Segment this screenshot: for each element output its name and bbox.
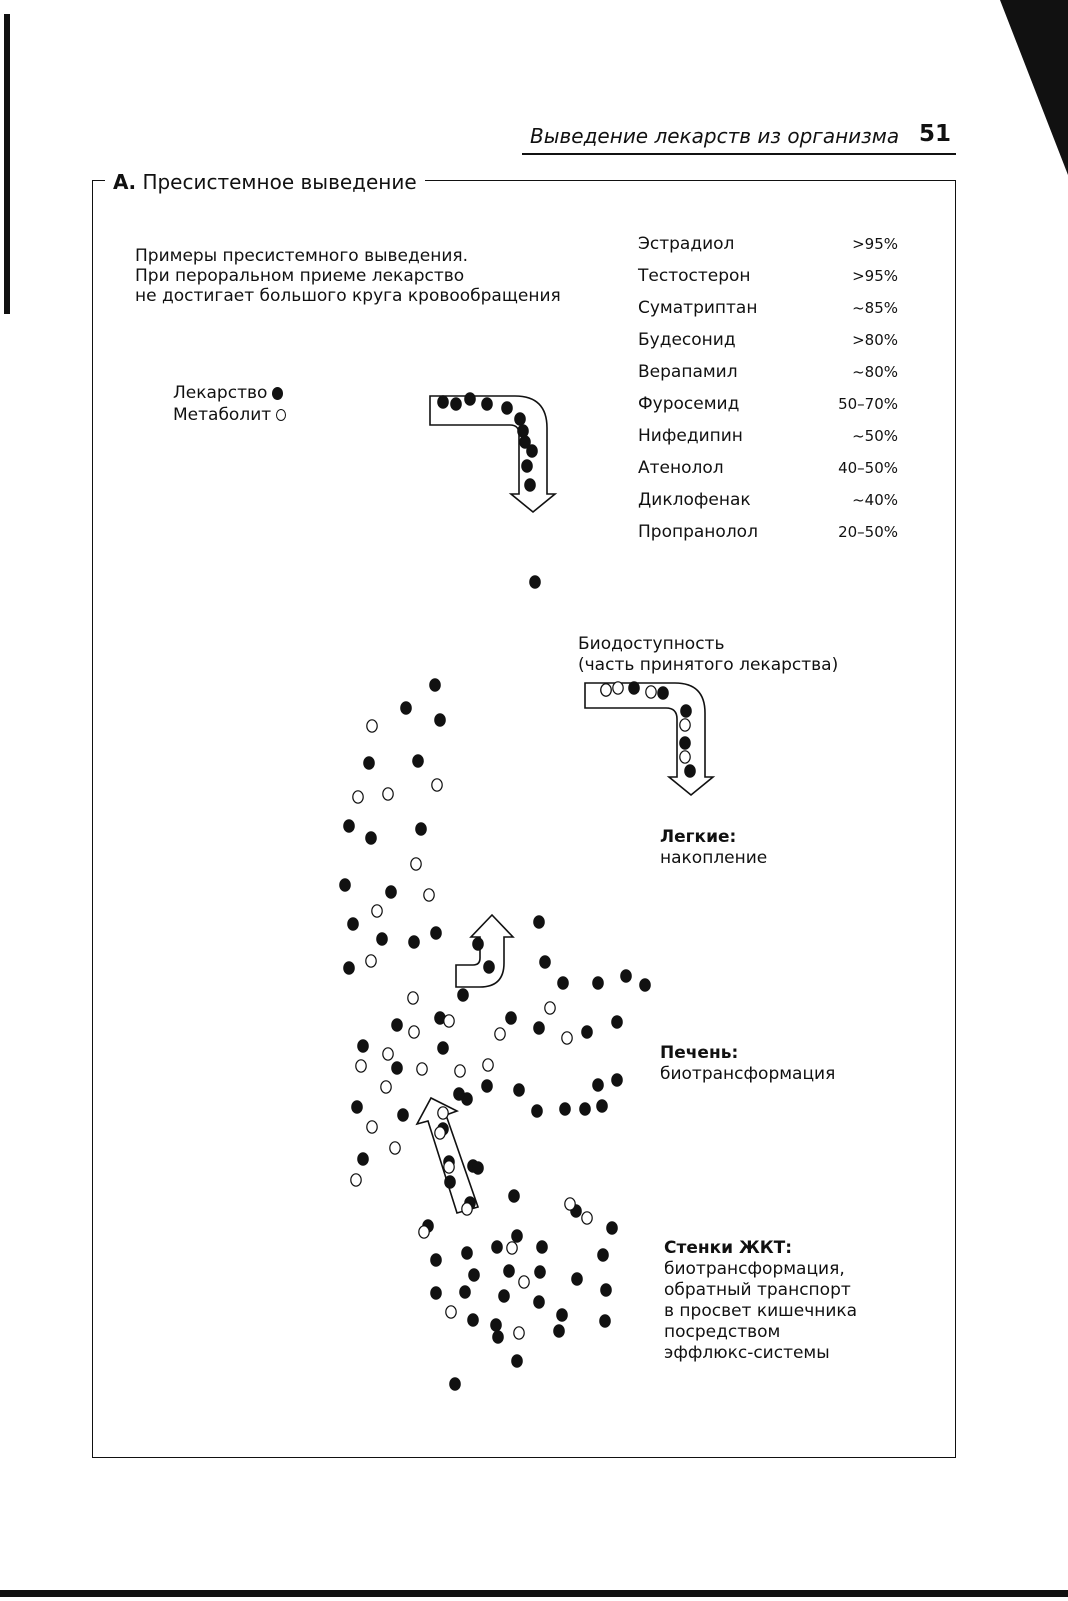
drug-dot (679, 736, 691, 750)
metabolite-dot (545, 1002, 555, 1014)
legend-metabolite-label: Метаболит (173, 405, 272, 425)
metabolite-dot (367, 720, 377, 732)
gi-wall-text: биотрансформация, обратный транспорт в просвет кишечника посредством эффлюкс-системы (664, 1259, 858, 1363)
drug-dot (357, 1039, 369, 1053)
drug-name: Суматриптан (638, 298, 758, 318)
drug-dot (434, 713, 446, 727)
metabolite-dot (417, 1063, 427, 1075)
liver-text: биотрансформация (660, 1064, 836, 1084)
drug-name: Эстрадиол (638, 234, 735, 254)
metabolite-dot (351, 1174, 361, 1186)
drug-dot (347, 917, 359, 931)
drug-dot (606, 1221, 618, 1235)
drug-dot (385, 885, 397, 899)
metabolite-dot (444, 1015, 454, 1027)
metabolite-dot (408, 992, 418, 1004)
running-header-title: Выведение лекарств из организма (530, 124, 900, 148)
drug-dot (363, 756, 375, 770)
drug-value: ~85% (852, 299, 898, 317)
drug-dot (468, 1268, 480, 1282)
liver-title: Печень: (660, 1043, 739, 1063)
metabolite-dot (390, 1142, 400, 1154)
metabolite-dot (507, 1242, 517, 1254)
section-letter: А. (113, 170, 137, 194)
drug-dot (524, 478, 536, 492)
drug-name: Диклофенак (638, 490, 751, 510)
drug-name: Нифедипин (638, 426, 743, 446)
drug-dot (533, 1021, 545, 1035)
drug-dot (657, 686, 669, 700)
metabolite-dot (435, 1127, 445, 1139)
drug-value: >95% (852, 267, 898, 285)
drug-dot (533, 1295, 545, 1309)
metabolite-dot (483, 1059, 493, 1071)
metabolite-dot (680, 751, 690, 763)
metabolite-dot (495, 1028, 505, 1040)
drug-dot (453, 1087, 465, 1101)
drug-dot (611, 1015, 623, 1029)
bioavailability-label: Биодоступность (часть принятого лекарства) (578, 634, 839, 675)
metabolite-dot (383, 788, 393, 800)
drug-name: Атенолол (638, 458, 724, 478)
drug-name: Пропранолол (638, 522, 758, 542)
drug-dot (553, 1324, 565, 1338)
drug-value: ~80% (852, 363, 898, 381)
drug-value: >95% (852, 235, 898, 253)
drug-dot (408, 935, 420, 949)
drug-dot (498, 1289, 510, 1303)
drug-dot (503, 1264, 515, 1278)
drug-dot (467, 1313, 479, 1327)
drug-dot (481, 1079, 493, 1093)
intro-text: Примеры пресистемного выведения. При пероральном приеме лекарство не достигает большого круга кровообращения (135, 246, 561, 306)
drug-dot (492, 1330, 504, 1344)
drug-dot (464, 392, 476, 406)
drug-dot (592, 1078, 604, 1092)
drug-dot (559, 1102, 571, 1116)
drug-dot (513, 1083, 525, 1097)
drug-dot (415, 822, 427, 836)
drug-dot (343, 961, 355, 975)
drug-dot (684, 764, 696, 778)
metabolite-dot (381, 1081, 391, 1093)
drug-dot (459, 1285, 471, 1299)
drug-dot (581, 1025, 593, 1039)
drug-dot (571, 1272, 583, 1286)
drug-dot (501, 401, 513, 415)
drug-dot (556, 1308, 568, 1322)
drug-dot (412, 754, 424, 768)
drug-dot (472, 937, 484, 951)
drug-dot (430, 926, 442, 940)
metabolite-dot (514, 1327, 524, 1339)
drug-dot (639, 978, 651, 992)
molecule-dots (339, 392, 696, 1391)
metabolite-dot (367, 1121, 377, 1133)
drug-dot (539, 955, 551, 969)
metabolite-dot (438, 1107, 448, 1119)
drug-dot (444, 1175, 456, 1189)
drug-dot (490, 1318, 502, 1332)
drug-dot (505, 1011, 517, 1025)
drug-dot (534, 1265, 546, 1279)
section-title-text: Пресистемное выведение (142, 170, 417, 194)
drug-dot (472, 1161, 484, 1175)
metabolite-dot (680, 719, 690, 731)
drug-dot (599, 1314, 611, 1328)
drug-dot (533, 915, 545, 929)
drug-dot (579, 1102, 591, 1116)
drug-value: ~40% (852, 491, 898, 509)
metabolite-dot (409, 1026, 419, 1038)
drug-dot (531, 1104, 543, 1118)
drug-dot (429, 678, 441, 692)
drug-dot (592, 976, 604, 990)
drug-name: Фуросемид (638, 394, 740, 414)
drug-dot (357, 1152, 369, 1166)
drug-dot (391, 1018, 403, 1032)
metabolite-dot (455, 1065, 465, 1077)
metabolite-dot (383, 1048, 393, 1060)
drug-dot (680, 704, 692, 718)
liver-return-arrow (456, 915, 513, 987)
metabolite-dot (432, 779, 442, 791)
drug-dot (450, 397, 462, 411)
drug-dot (339, 878, 351, 892)
drug-dot (526, 444, 538, 458)
drug-dot (600, 1283, 612, 1297)
drug-name: Тестостерон (638, 266, 751, 286)
drug-dot (365, 831, 377, 845)
metabolite-dot (411, 858, 421, 870)
drug-dot (461, 1246, 473, 1260)
metabolite-dot (565, 1198, 575, 1210)
metabolite-dot (366, 955, 376, 967)
metabolite-dot (562, 1032, 572, 1044)
page-number: 51 (919, 121, 952, 147)
metabolite-dot (444, 1161, 454, 1173)
metabolite-dot (424, 889, 434, 901)
drug-dot (521, 459, 533, 473)
gi-wall-title: Стенки ЖКТ: (664, 1238, 793, 1258)
drug-dot (430, 1286, 442, 1300)
drug-dot (511, 1354, 523, 1368)
drug-dot (511, 1229, 523, 1243)
drug-value: 40–50% (838, 459, 898, 477)
metabolite-dot (372, 905, 382, 917)
metabolite-dot (419, 1226, 429, 1238)
drug-dot (437, 395, 449, 409)
drug-dot (430, 1253, 442, 1267)
lungs-text: накопление (660, 848, 768, 868)
drug-dot (529, 575, 541, 589)
lungs-title: Легкие: (660, 827, 737, 847)
drug-dot (514, 412, 526, 426)
drug-dot (508, 1189, 520, 1203)
metabolite-dot (601, 684, 611, 696)
drug-dot (557, 976, 569, 990)
metabolite-dot (582, 1212, 592, 1224)
drug-dot (483, 960, 495, 974)
metabolite-dot (356, 1060, 366, 1072)
drug-dot (597, 1248, 609, 1262)
metabolite-dot (519, 1276, 529, 1288)
drug-dot (351, 1100, 363, 1114)
drug-dot (596, 1099, 608, 1113)
drug-dot (449, 1377, 461, 1391)
drug-name: Верапамил (638, 362, 738, 382)
drug-dot (481, 397, 493, 411)
drug-dot (457, 988, 469, 1002)
drug-dot (536, 1240, 548, 1254)
metabolite-dot (613, 682, 623, 694)
drug-dot (397, 1108, 409, 1122)
legend-drug-label: Лекарство (173, 383, 268, 403)
metabolite-dot (646, 686, 656, 698)
metabolite-dot (446, 1306, 456, 1318)
drug-dot (391, 1061, 403, 1075)
drug-value: >80% (852, 331, 898, 349)
metabolite-dot (353, 791, 363, 803)
drug-name: Будесонид (638, 330, 736, 350)
drug-dot (611, 1073, 623, 1087)
drug-dot (437, 1041, 449, 1055)
drug-value: 50–70% (838, 395, 898, 413)
drug-dot (376, 932, 388, 946)
drug-dot (343, 819, 355, 833)
bioavailability-arrow (585, 683, 713, 795)
drug-dot (628, 681, 640, 695)
drug-dot (400, 701, 412, 715)
drug-dot (491, 1240, 503, 1254)
metabolite-dot (462, 1203, 472, 1215)
drug-dot (620, 969, 632, 983)
drug-value: ~50% (852, 427, 898, 445)
drug-value: 20–50% (838, 523, 898, 541)
